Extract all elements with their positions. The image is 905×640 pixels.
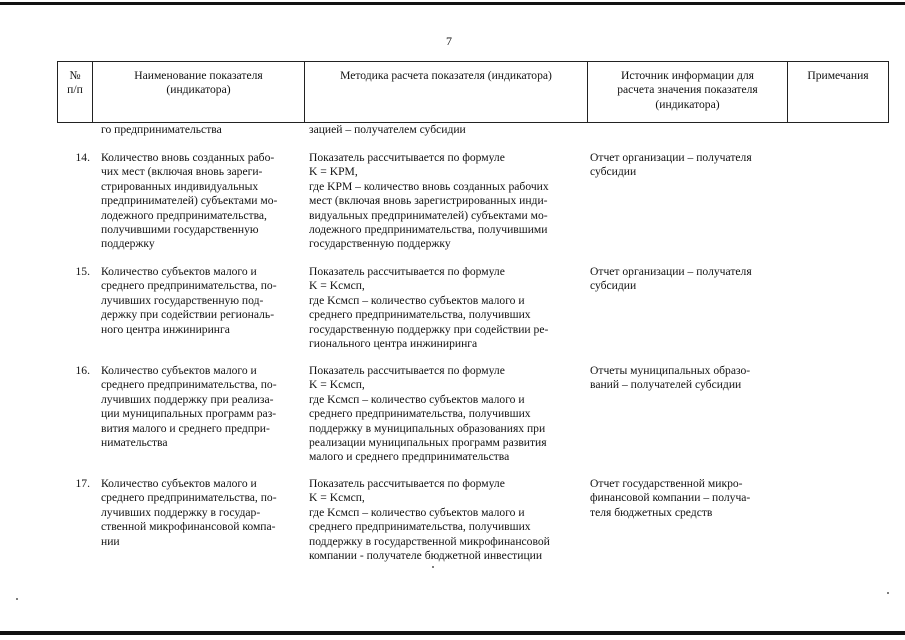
bottom-border-rule xyxy=(0,631,905,635)
row-indicator-name: Количество субъектов малого и среднего предпринимательства, по- лучивших поддержку в государ- ственной микрофинансовой компа- нии xyxy=(101,477,277,548)
header-cell-number: № п/п xyxy=(57,62,92,122)
continuation-method: зацией – получателем субсидии xyxy=(309,123,466,136)
row-calculation-method: Показатель рассчитывается по формуле K = Kсмсп, где Kсмсп – количество субъектов малого и среднего предпринимательства, получивших поддержку в муниципальных образованиях при реализации муниципальных программ развития малого и среднего предпринимательства xyxy=(309,364,547,464)
row-number: 17. xyxy=(75,477,90,490)
top-border-rule xyxy=(0,2,905,5)
row-data-source: Отчет организации – получателя субсидии xyxy=(590,151,752,179)
row-data-source: Отчеты муниципальных образо- ваний – получателей субсидии xyxy=(590,364,751,392)
page-number: 7 xyxy=(446,34,452,48)
header-cell-name: Наименование показателя (индикатора) xyxy=(92,62,304,122)
table-header xyxy=(57,61,889,123)
continuation-name: го предпринимательства xyxy=(101,123,222,136)
row-data-source: Отчет государственной микро- финансовой компании – получа- теля бюджетных средств xyxy=(590,477,751,519)
scan-speck xyxy=(887,592,889,594)
row-calculation-method: Показатель рассчитывается по формуле K = Kсмсп, где Kсмсп – количество субъектов малого и среднего предпринимательства, получивших государственную поддержку при содействии ре- гионального центра инжиниринга xyxy=(309,265,549,351)
row-data-source: Отчет организации – получателя субсидии xyxy=(590,265,752,293)
header-cell-notes: Примечания xyxy=(787,62,889,122)
row-number: 16. xyxy=(75,364,90,377)
row-number: 14. xyxy=(75,151,90,164)
row-calculation-method: Показатель рассчитывается по формуле K = KPM, где KPM – количество вновь созданных рабочих мест (включая вновь зарегистрированных инди- видуальных предпринимателей) субъектами мо- лодежного предпринимательства, получившими государственную поддержку xyxy=(309,151,549,251)
row-number: 15. xyxy=(75,265,90,278)
row-indicator-name: Количество вновь созданных рабо- чих мест (включая вновь зареги- стрированных индивидуальных предпринимателей) субъектами мо- лодежного предпринимательства, получившими государственную поддержку xyxy=(101,151,278,251)
header-cell-source: Источник информации для расчета значения показателя (индикатора) xyxy=(587,62,787,122)
scan-speck xyxy=(432,566,434,568)
scan-speck xyxy=(16,598,18,600)
header-cell-method: Методика расчета показателя (индикатора) xyxy=(304,62,587,122)
row-indicator-name: Количество субъектов малого и среднего предпринимательства, по- лучивших поддержку при реализа- ции муниципальных программ раз- вития малого и среднего предпри- нимательства xyxy=(101,364,277,450)
row-indicator-name: Количество субъектов малого и среднего предпринимательства, по- лучивших государственную под- держку при содействии региональ- ного центра инжиниринга xyxy=(101,265,277,336)
row-calculation-method: Показатель рассчитывается по формуле K = Kсмсп, где Kсмсп – количество субъектов малого и среднего предпринимательства, получивших поддержку в государственной микрофинансовой компании - получателе бюджетной инвестиции xyxy=(309,477,550,563)
